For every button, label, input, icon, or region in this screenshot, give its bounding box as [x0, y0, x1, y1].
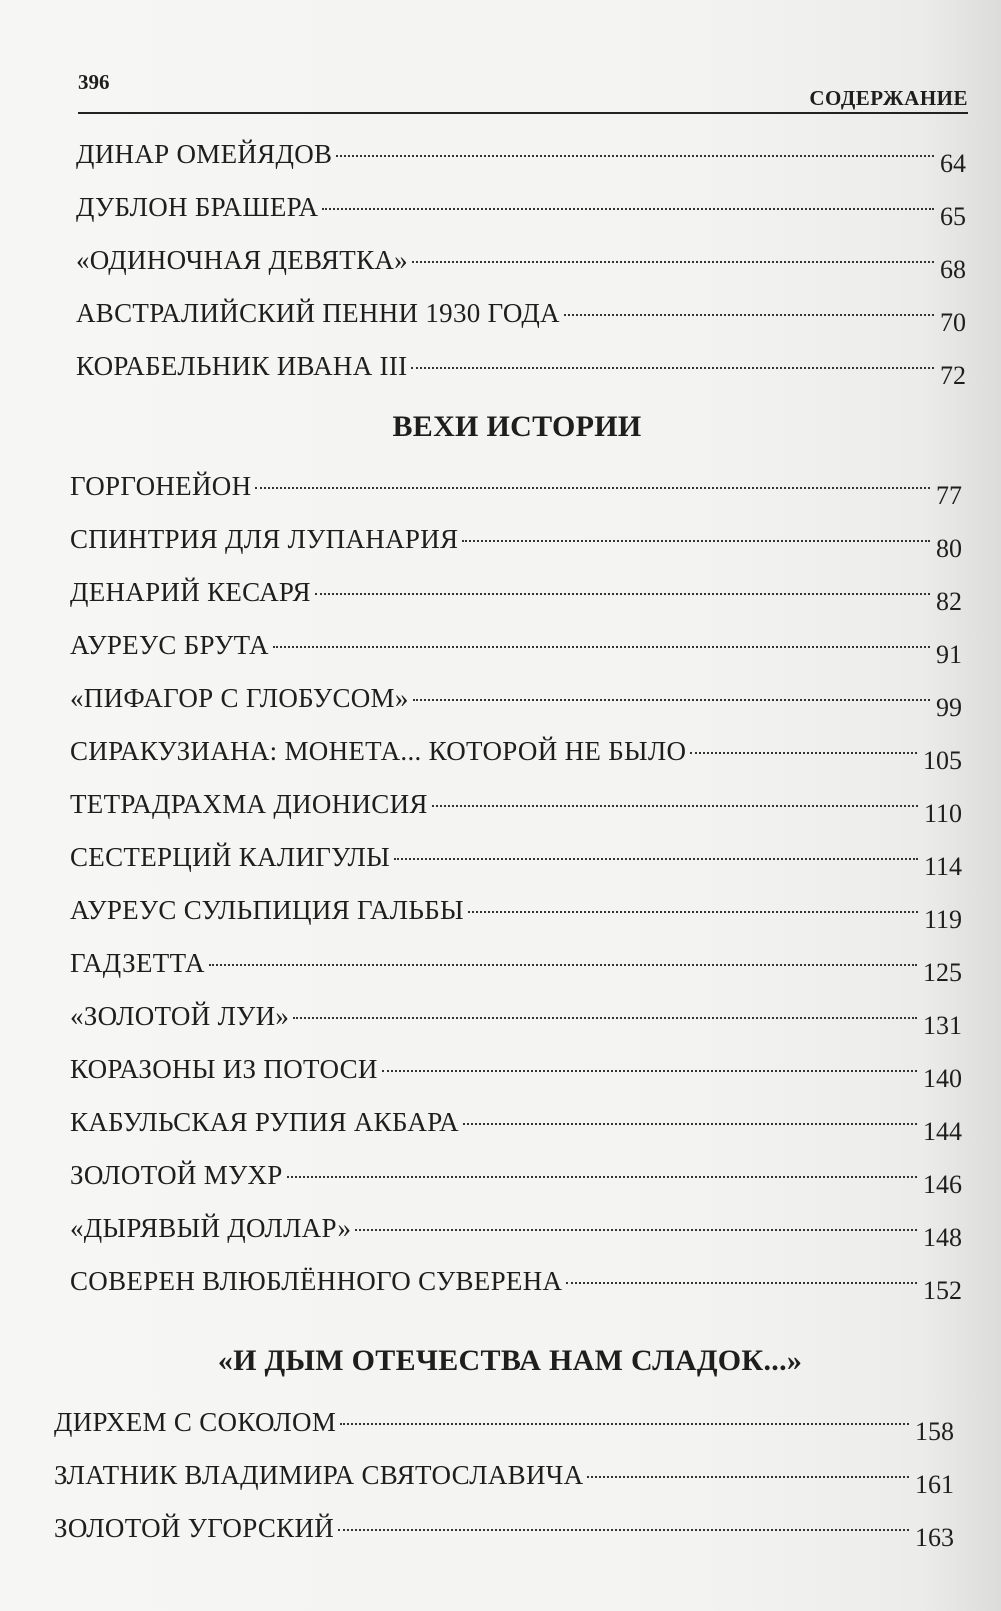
toc-entry	[54, 1502, 954, 1555]
toc-entry	[70, 831, 962, 884]
dot-leader	[273, 646, 930, 648]
toc-entry	[76, 181, 966, 234]
dot-leader	[287, 1176, 917, 1178]
toc-entry-page: 125	[923, 958, 962, 987]
toc-entry-page: 114	[923, 852, 962, 881]
toc-entry-title: КАБУЛЬСКАЯ РУПИЯ АКБАРА	[70, 1107, 459, 1137]
section-heading: ВЕХИ ИСТОРИИ	[392, 410, 642, 443]
toc-entry-page: 144	[923, 1117, 962, 1146]
toc-entry-title: ГАДЗЕТТА	[70, 948, 205, 978]
dot-leader	[412, 261, 934, 263]
toc-entry	[54, 1396, 954, 1449]
dot-leader	[690, 752, 917, 754]
toc-section	[76, 128, 966, 393]
dot-leader	[411, 367, 934, 369]
toc-entry	[70, 1043, 962, 1096]
toc-entry-title: СЕСТЕРЦИЙ КАЛИГУЛЫ	[70, 842, 391, 872]
toc-entry-page: 99	[936, 693, 962, 722]
dot-leader	[338, 1529, 909, 1531]
dot-leader	[293, 1017, 917, 1019]
toc-entry	[76, 340, 966, 393]
dot-leader	[463, 1123, 917, 1125]
toc-entry-title: ДУБЛОН БРАШЕРА	[76, 192, 319, 222]
toc-entry-title: ДЕНАРИЙ КЕСАРЯ	[70, 577, 311, 607]
toc-entry-title: АВСТРАЛИЙСКИЙ ПЕННИ 1930 ГОДА	[76, 298, 560, 328]
toc-entry-page: 77	[936, 481, 962, 510]
toc-entry-page: 82	[936, 587, 962, 616]
toc-entry-page: 72	[940, 361, 966, 390]
toc-entry	[54, 1449, 954, 1502]
toc-entry	[70, 513, 962, 566]
dot-leader	[255, 487, 930, 489]
dot-leader	[413, 699, 930, 701]
section-heading: «И ДЫМ ОТЕЧЕСТВА НАМ СЛАДОК...»	[217, 1344, 803, 1377]
dot-leader	[394, 858, 918, 860]
toc-entry-title: «ОДИНОЧНАЯ ДЕВЯТКА»	[76, 245, 408, 275]
dot-leader	[587, 1476, 909, 1478]
dot-leader	[322, 208, 934, 210]
toc-entry-title: СОВЕРЕН ВЛЮБЛЁННОГО СУВЕРЕНА	[70, 1266, 563, 1296]
toc-entry-page: 146	[923, 1170, 962, 1199]
toc-entry-page: 64	[940, 149, 966, 178]
toc-entry-title: «ЗОЛОТОЙ ЛУИ»	[70, 1001, 290, 1031]
toc-entry	[76, 234, 966, 287]
toc-entry-title: «ДЫРЯВЫЙ ДОЛЛАР»	[70, 1213, 352, 1243]
toc-entry	[70, 990, 962, 1043]
dot-leader	[336, 155, 934, 157]
dot-leader	[566, 1282, 917, 1284]
page-header	[78, 66, 968, 110]
toc-entry-title: СПИНТРИЯ ДЛЯ ЛУПАНАРИЯ	[70, 524, 459, 554]
toc-entry	[70, 672, 962, 725]
toc-entry-page: 140	[923, 1064, 962, 1093]
dot-leader	[468, 911, 918, 913]
toc-entry	[70, 1149, 962, 1202]
toc-entry-title: ДИРХЕМ С СОКОЛОМ	[54, 1407, 337, 1437]
running-title: СОДЕРЖАНИЕ	[809, 86, 968, 110]
dot-leader	[209, 964, 917, 966]
toc-entry	[76, 128, 966, 181]
toc-entry-page: 68	[940, 255, 966, 284]
toc-entry	[76, 287, 966, 340]
toc-entry-page: 70	[940, 308, 966, 337]
dot-leader	[340, 1423, 909, 1425]
dot-leader	[315, 593, 930, 595]
toc-entry-page: 65	[940, 202, 966, 231]
toc-entry-title: АУРЕУС СУЛЬПИЦИЯ ГАЛЬБЫ	[70, 895, 464, 925]
toc-entry	[70, 1096, 962, 1149]
toc-entry-page: 80	[936, 534, 962, 563]
toc-entry-page: 119	[923, 905, 962, 934]
toc-entry-title: ГОРГОНЕЙОН	[70, 471, 252, 501]
toc-entry-page: 161	[915, 1470, 954, 1499]
toc-entry-page: 152	[923, 1276, 962, 1305]
dot-leader	[432, 805, 918, 807]
toc-section	[70, 460, 962, 1308]
toc-entry-title: «ПИФАГОР С ГЛОБУСОМ»	[70, 683, 409, 713]
toc-entry-page: 163	[915, 1523, 954, 1552]
toc-entry-title: АУРЕУС БРУТА	[70, 630, 269, 660]
toc-entry-page: 158	[915, 1417, 954, 1446]
toc-entry-title: ЗОЛОТОЙ УГОРСКИЙ	[54, 1513, 335, 1543]
toc-entry	[70, 566, 962, 619]
toc-entry-page: 105	[923, 746, 962, 775]
toc-entry-page: 131	[923, 1011, 962, 1040]
dot-leader	[355, 1229, 917, 1231]
toc-entry-title: ДИНАР ОМЕЙЯДОВ	[76, 139, 333, 169]
toc-entry	[70, 937, 962, 990]
page-number: 396	[78, 70, 110, 94]
toc-entry	[70, 778, 962, 831]
toc-entry-title: КОРАБЕЛЬНИК ИВАНА III	[76, 351, 408, 381]
toc-entry-page: 148	[923, 1223, 962, 1252]
toc-entry	[70, 884, 962, 937]
toc-entry	[70, 725, 962, 778]
toc-entry-title: КОРАЗОНЫ ИЗ ПОТОСИ	[70, 1054, 378, 1084]
toc-entry	[70, 1202, 962, 1255]
toc-entry-title: СИРАКУЗИАНА: МОНЕТА... КОТОРОЙ НЕ БЫЛО	[70, 736, 687, 766]
toc-entry-title: ЗЛАТНИК ВЛАДИМИРА СВЯТОСЛАВИЧА	[54, 1460, 584, 1490]
toc-entry	[70, 619, 962, 672]
toc-entry-title: ЗОЛОТОЙ МУХР	[70, 1160, 283, 1190]
toc-section	[54, 1396, 954, 1555]
header-rule	[78, 112, 968, 114]
toc-entry-title: ТЕТРАДРАХМА ДИОНИСИЯ	[70, 789, 428, 819]
toc-entry	[70, 1255, 962, 1308]
dot-leader	[564, 314, 934, 316]
toc-entry-page: 91	[936, 640, 962, 669]
toc-entry-page: 110	[923, 799, 962, 828]
dot-leader	[462, 540, 930, 542]
toc-entry	[70, 460, 962, 513]
dot-leader	[382, 1070, 917, 1072]
